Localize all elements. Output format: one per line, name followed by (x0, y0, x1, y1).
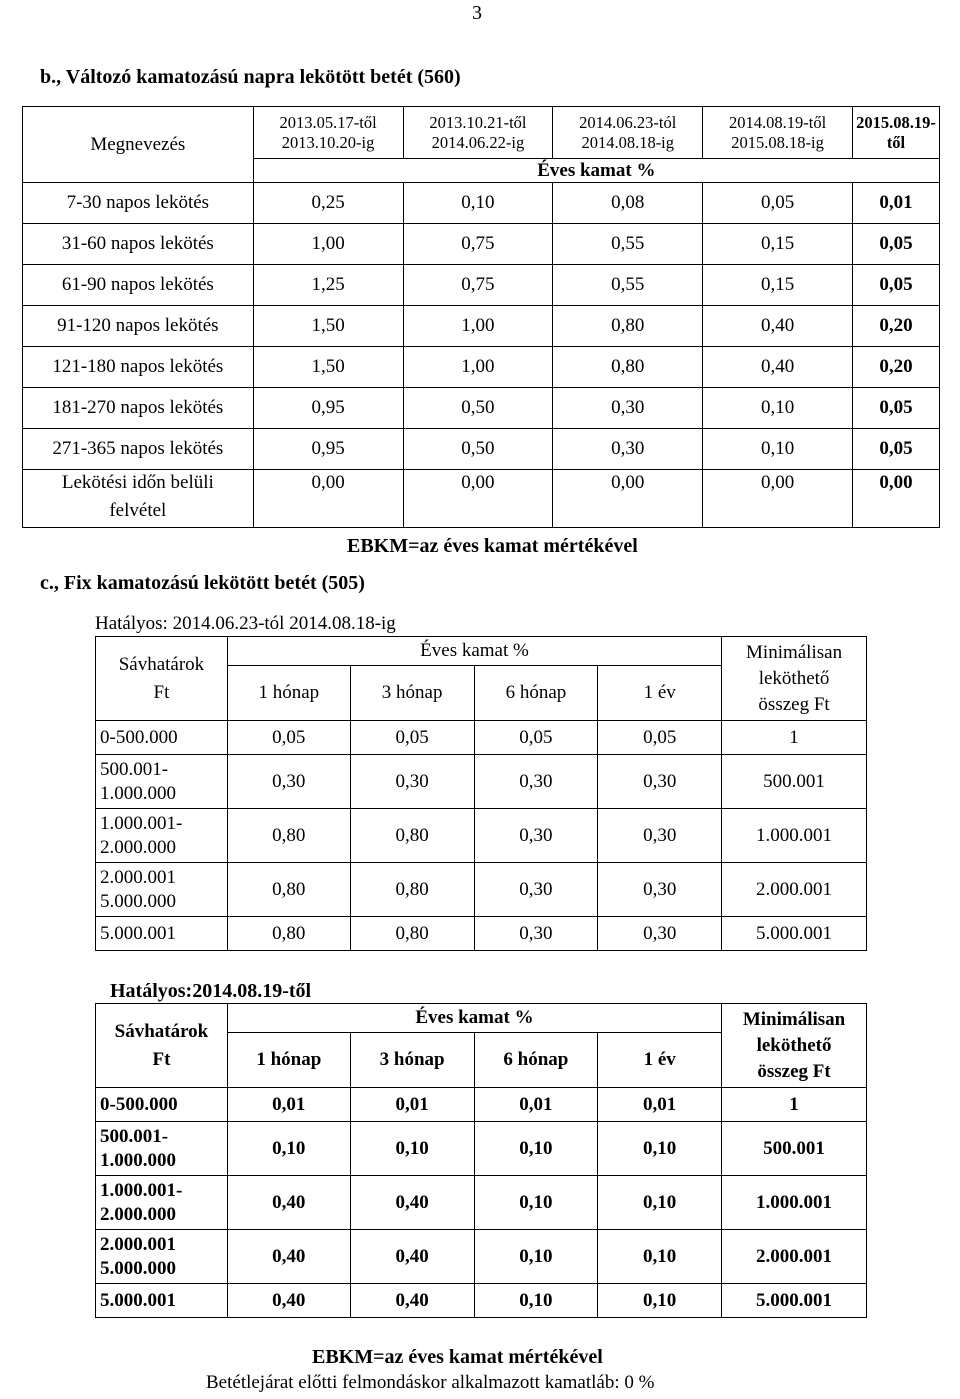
rate-cell: 0,95 (253, 429, 403, 470)
min-amount-cell: 2.000.001 (722, 1230, 867, 1284)
rate-cell: 1,00 (253, 224, 403, 265)
band-header: Sávhatárok Ft (96, 1004, 228, 1088)
rate-cell: 0,30 (598, 809, 722, 863)
table-row (23, 224, 940, 265)
table-row (96, 1176, 867, 1230)
table-row (23, 265, 940, 306)
rate-cell: 0,95 (253, 388, 403, 429)
band-cell: 0-500.000 (96, 721, 228, 755)
rate-cell: 0,05 (852, 224, 939, 265)
period-header: 1 hónap (227, 1033, 350, 1088)
ebkm-note-c: EBKM=az éves kamat mértékével (312, 1346, 603, 1368)
min-amount-cell: 5.000.001 (722, 1284, 867, 1318)
rate-cell: 0,30 (350, 755, 474, 809)
rate-cell: 0,30 (227, 755, 350, 809)
row-label: 61-90 napos lekötés (23, 265, 254, 306)
period-header: 2014.08.19-től 2015.08.18-ig (703, 107, 853, 159)
rate-cell: 0,10 (598, 1122, 722, 1176)
rate-cell: 0,80 (350, 809, 474, 863)
table-row (23, 183, 940, 224)
rate-cell: 0,10 (227, 1122, 350, 1176)
min-amount-header: Minimálisan leköthető összeg Ft (722, 1004, 867, 1088)
rate-cell: 0,40 (350, 1176, 474, 1230)
rate-cell: 0,10 (598, 1284, 722, 1318)
rate-cell: 0,30 (553, 388, 703, 429)
table-row (23, 347, 940, 388)
min-amount-cell: 2.000.001 (722, 863, 867, 917)
table-row (96, 1122, 867, 1176)
rate-cell: 0,00 (253, 470, 403, 528)
min-amount-cell: 5.000.001 (722, 917, 867, 951)
period-header: 6 hónap (474, 666, 598, 721)
rate-cell: 0,55 (553, 224, 703, 265)
band-cell: 1.000.001- 2.000.000 (96, 809, 228, 863)
rate-cell: 0,01 (350, 1088, 474, 1122)
table-row (96, 1230, 867, 1284)
rate-cell: 0,15 (703, 224, 853, 265)
rate-cell: 0,75 (403, 265, 553, 306)
rate-cell: 0,01 (598, 1088, 722, 1122)
band-cell: 5.000.001 (96, 1284, 228, 1318)
rate-cell: 0,80 (350, 917, 474, 951)
rate-cell: 0,15 (703, 265, 853, 306)
rate-cell: 0,05 (598, 721, 722, 755)
table-row (96, 917, 867, 951)
rate-cell: 0,30 (553, 429, 703, 470)
band-header: Sávhatárok Ft (96, 637, 228, 721)
period-header: 6 hónap (474, 1033, 598, 1088)
rate-cell: 0,10 (350, 1122, 474, 1176)
rate-cell: 0,01 (474, 1088, 598, 1122)
section-b-title: b., Változó kamatozású napra lekötött betét (560) (40, 66, 461, 88)
variable-rate-table (22, 106, 940, 528)
period-header: 3 hónap (350, 666, 474, 721)
rate-cell: 0,10 (474, 1122, 598, 1176)
min-amount-cell: 1 (722, 1088, 867, 1122)
period-header: 2013.05.17-től 2013.10.20-ig (253, 107, 403, 159)
min-amount-cell: 1.000.001 (722, 809, 867, 863)
rate-cell: 0,80 (553, 306, 703, 347)
rate-cell: 0,50 (403, 388, 553, 429)
rate-cell: 0,05 (474, 721, 598, 755)
rate-cell: 0,05 (350, 721, 474, 755)
rate-cell: 1,50 (253, 347, 403, 388)
row-label: 7-30 napos lekötés (23, 183, 254, 224)
table-row (23, 306, 940, 347)
rate-cell: 0,40 (350, 1284, 474, 1318)
withdrawal-label: Lekötési időn belüli felvétel (23, 470, 254, 528)
table-row (96, 863, 867, 917)
rate-cell: 0,80 (350, 863, 474, 917)
fixed-rate-table-1 (95, 636, 867, 951)
row-label: 31-60 napos lekötés (23, 224, 254, 265)
min-amount-cell: 500.001 (722, 1122, 867, 1176)
rate-cell: 0,80 (227, 809, 350, 863)
rate-cell: 0,80 (553, 347, 703, 388)
min-amount-cell: 1 (722, 721, 867, 755)
rate-cell: 0,30 (474, 917, 598, 951)
rate-cell: 1,50 (253, 306, 403, 347)
rate-cell: 0,50 (403, 429, 553, 470)
rate-cell: 0,30 (474, 755, 598, 809)
rate-cell: 0,05 (852, 388, 939, 429)
fixed-rate-table-2 (95, 1003, 867, 1318)
table-row (96, 1088, 867, 1122)
rate-cell: 0,30 (598, 917, 722, 951)
rate-cell: 0,30 (598, 863, 722, 917)
period-header: 2014.06.23-tól 2014.08.18-ig (553, 107, 703, 159)
period-header-current: 2015.08.19- től (852, 107, 939, 159)
rate-cell: 0,55 (553, 265, 703, 306)
rate-cell: 0,05 (852, 265, 939, 306)
band-cell: 500.001- 1.000.000 (96, 1122, 228, 1176)
rate-cell: 0,05 (227, 721, 350, 755)
band-cell: 2.000.001 5.000.000 (96, 1230, 228, 1284)
rate-cell: 0,00 (403, 470, 553, 528)
rate-cell: 0,10 (474, 1176, 598, 1230)
rate-cell: 0,00 (553, 470, 703, 528)
table-row (96, 721, 867, 755)
rate-cell: 0,01 (852, 183, 939, 224)
page-number: 3 (472, 2, 482, 24)
rate-cell: 0,25 (253, 183, 403, 224)
table-row (96, 1284, 867, 1318)
period-header: 1 év (598, 1033, 722, 1088)
rate-cell: 0,05 (703, 183, 853, 224)
rate-cell: 1,00 (403, 347, 553, 388)
rate-cell: 0,80 (227, 917, 350, 951)
rate-cell: 0,10 (598, 1230, 722, 1284)
ebkm-note-b: EBKM=az éves kamat mértékével (347, 535, 638, 557)
band-cell: 1.000.001- 2.000.000 (96, 1176, 228, 1230)
min-amount-cell: 500.001 (722, 755, 867, 809)
rate-cell: 0,80 (227, 863, 350, 917)
rate-subheader: Éves kamat % (253, 159, 939, 183)
footer-note: Betétlejárat előtti felmondáskor alkalmazott kamatláb: 0 % (206, 1372, 655, 1393)
row-label: 91-120 napos lekötés (23, 306, 254, 347)
rate-cell: 0,10 (474, 1284, 598, 1318)
section-c-title: c., Fix kamatozású lekötött betét (505) (40, 572, 365, 594)
rate-cell: 0,20 (852, 306, 939, 347)
row-label: 271-365 napos lekötés (23, 429, 254, 470)
rate-cell: 0,40 (350, 1230, 474, 1284)
rate-cell: 0,10 (474, 1230, 598, 1284)
effective-date-2: Hatályos:2014.08.19-től (110, 980, 312, 1002)
table-row (23, 429, 940, 470)
rate-cell: 0,30 (474, 809, 598, 863)
col-header-name: Megnevezés (23, 107, 254, 183)
table-row (96, 755, 867, 809)
band-cell: 5.000.001 (96, 917, 228, 951)
rate-header: Éves kamat % (227, 637, 721, 666)
band-cell: 2.000.001 5.000.000 (96, 863, 228, 917)
band-cell: 500.001- 1.000.000 (96, 755, 228, 809)
period-header: 2013.10.21-től 2014.06.22-ig (403, 107, 553, 159)
rate-cell: 0,40 (703, 347, 853, 388)
band-cell: 0-500.000 (96, 1088, 228, 1122)
rate-cell: 0,75 (403, 224, 553, 265)
row-label: 121-180 napos lekötés (23, 347, 254, 388)
rate-cell: 0,01 (227, 1088, 350, 1122)
row-label: 181-270 napos lekötés (23, 388, 254, 429)
period-header: 1 év (598, 666, 722, 721)
rate-cell: 0,05 (852, 429, 939, 470)
rate-cell: 0,40 (703, 306, 853, 347)
period-header: 1 hónap (227, 666, 350, 721)
rate-cell: 0,30 (474, 863, 598, 917)
rate-cell: 0,00 (703, 470, 853, 528)
rate-cell: 0,10 (403, 183, 553, 224)
rate-cell: 0,10 (703, 388, 853, 429)
rate-cell: 0,10 (703, 429, 853, 470)
table-row (96, 809, 867, 863)
rate-cell: 0,40 (227, 1176, 350, 1230)
rate-cell: 0,30 (598, 755, 722, 809)
rate-cell: 0,10 (598, 1176, 722, 1230)
min-amount-cell: 1.000.001 (722, 1176, 867, 1230)
rate-cell: 0,00 (852, 470, 939, 528)
rate-cell: 0,40 (227, 1284, 350, 1318)
rate-cell: 0,40 (227, 1230, 350, 1284)
period-header: 3 hónap (350, 1033, 474, 1088)
effective-date-1: Hatályos: 2014.06.23-tól 2014.08.18-ig (95, 613, 396, 634)
rate-header: Éves kamat % (227, 1004, 721, 1033)
rate-cell: 0,08 (553, 183, 703, 224)
min-amount-header: Minimálisan leköthető összeg Ft (722, 637, 867, 721)
rate-cell: 1,00 (403, 306, 553, 347)
rate-cell: 1,25 (253, 265, 403, 306)
rate-cell: 0,20 (852, 347, 939, 388)
table-row (23, 388, 940, 429)
